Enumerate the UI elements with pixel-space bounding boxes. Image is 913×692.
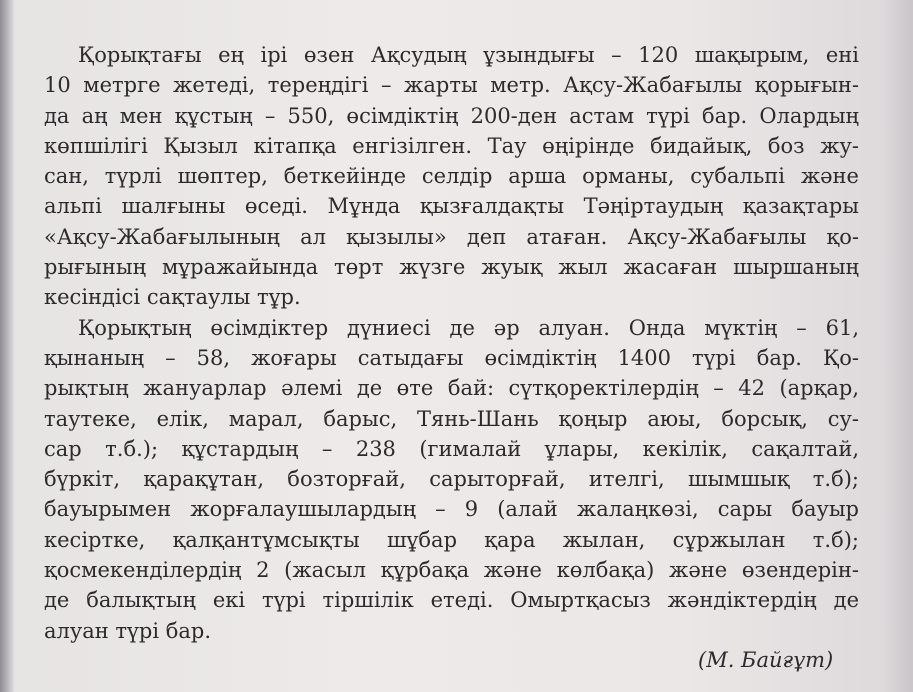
page-edge-shadow	[0, 0, 14, 692]
text-line: Қорықтың өсімдіктер дүниесі де әр алуан. Онда мүктің – 61,	[78, 315, 859, 340]
text-line: сан, түрлі шөптер, беткейінде селдір арша орманы, субальпі және	[44, 164, 859, 189]
text-line: көпшілігі Қызыл кітапқа енгізілген. Тау өңірінде бидайық, боз жу-	[44, 133, 859, 158]
text-line: бауырымен жорғалаушылардың – 9 (алай жалаңкөзі, сары бауыр	[44, 497, 859, 522]
text-line: рықтың жануарлар әлемі де өте бай: сүтқоректілердің – 42 (арқар,	[44, 376, 859, 401]
body-text	[44, 40, 859, 646]
text-line: сар т.б.); құстардың – 238 (гималай ұлары, кекілік, сақалтай,	[44, 436, 859, 461]
paragraph-2	[44, 313, 859, 646]
text-line: «Ақсу-Жабағылының ал қызылы» деп атаған. Ақсу-Жабағылы қо-	[44, 224, 859, 249]
text-line: да аң мен құстың – 550, өсімдіктің 200-ден астам түрі бар. Олардың	[44, 103, 859, 128]
text-line: қосмекенділердің 2 (жасыл құрбақа және көлбақа) және өзендерін-	[44, 558, 859, 583]
text-line: кесіртке, қалқантұмсықты шұбар қара жылан, сұржылан т.б);	[44, 527, 859, 552]
text-line: де балықтың екі түрі тіршілік етеді. Омыртқасыз жәндіктердің де	[44, 588, 859, 613]
text-line: таутеке, елік, марал, барыс, Тянь-Шань қоңыр аюы, борсық, су-	[44, 406, 859, 431]
text-line: кесіндісі сақтаулы тұр.	[44, 285, 301, 310]
text-line: алуан түрі бар.	[44, 618, 212, 643]
text-line: альпі шалғыны өседі. Мұнда қызғалдақты Тәңіртаудың қазақтары	[44, 194, 859, 219]
page-right-shadow	[883, 0, 913, 692]
text-line: 10 метрге жетеді, тереңдігі – жарты метр. Ақсу-Жабағылы қорығын-	[44, 73, 859, 98]
text-line: қынаның – 58, жоғары сатыдағы өсімдіктің 1400 түрі бар. Қо-	[44, 345, 859, 370]
text-line: Қорықтағы ең ірі өзен Ақсудың ұзындығы – 120 шақырым, ені	[78, 43, 859, 67]
paragraph-1	[44, 40, 859, 313]
text-line: рығының мұражайында төрт жүзге жуық жыл жасаған шыршаның	[44, 255, 859, 280]
text-line: бүркіт, қарақұтан, бозторғай, сарыторғай, ителгі, шымшық т.б);	[44, 467, 859, 492]
author-attribution: (М. Байғұт)	[698, 648, 834, 672]
